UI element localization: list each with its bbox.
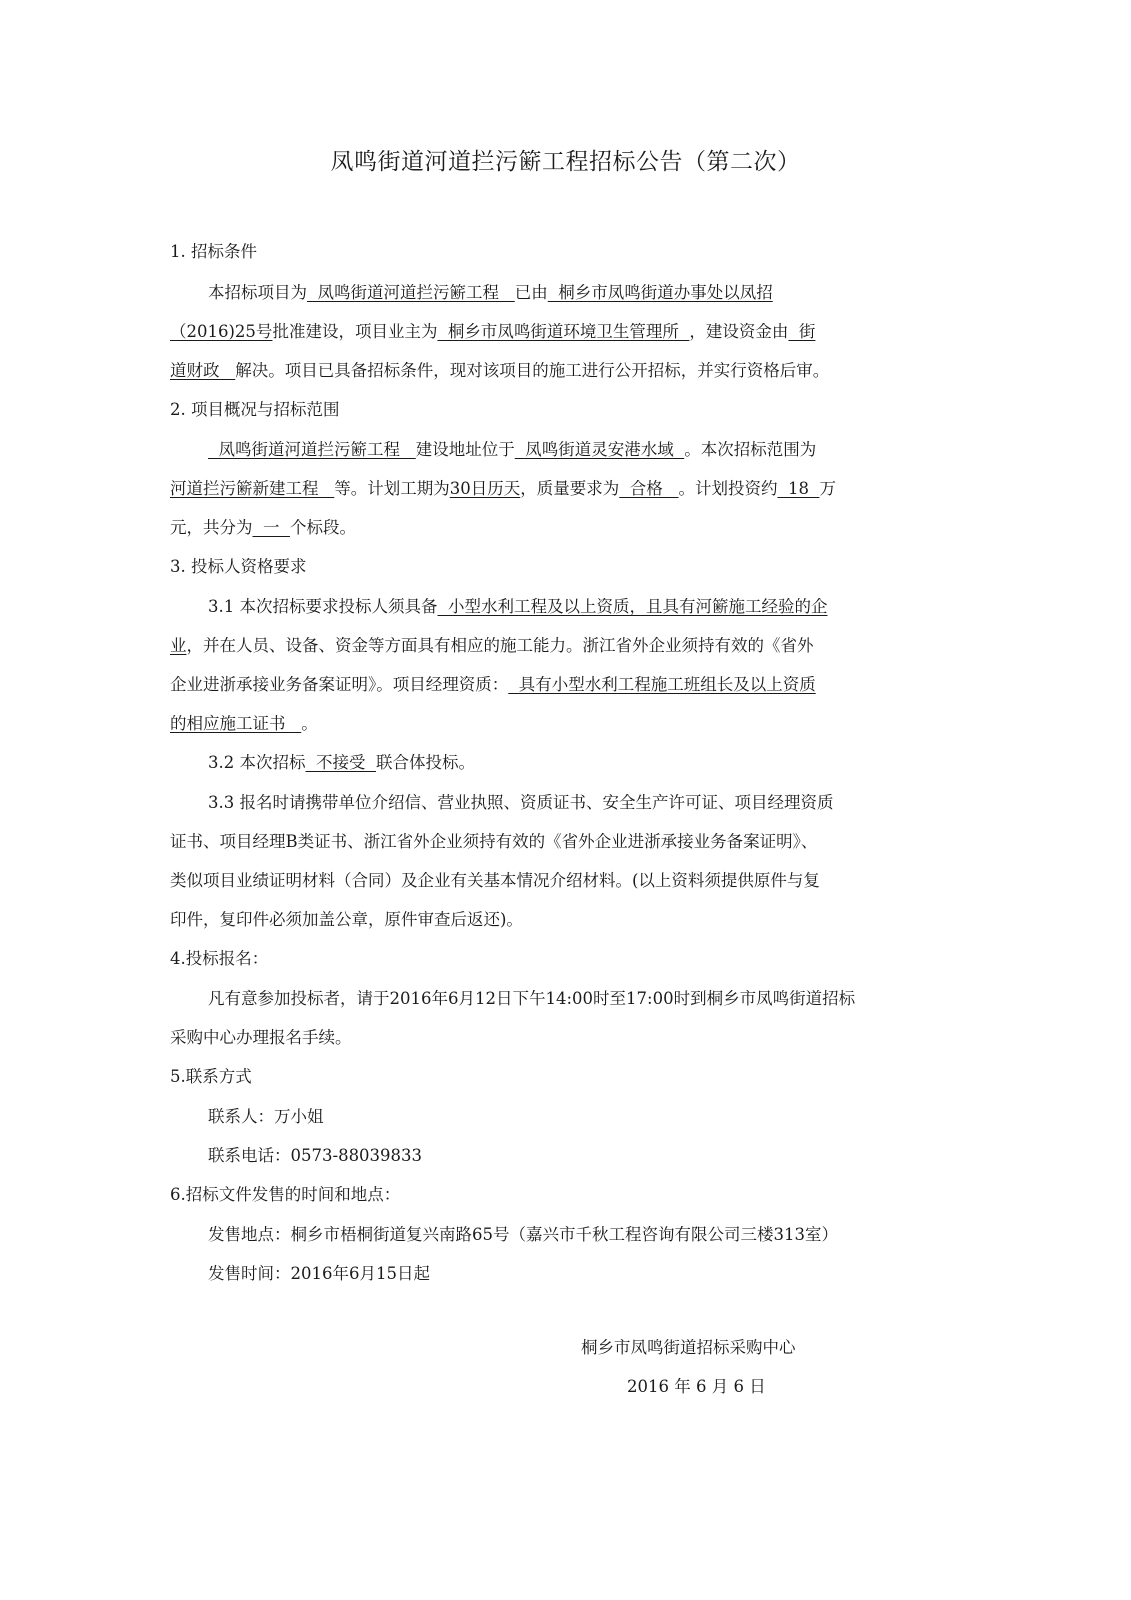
text: 已由 bbox=[514, 283, 548, 302]
text: ，质量要求为 bbox=[520, 479, 620, 498]
approver-field: （2016)25号 bbox=[170, 322, 273, 341]
section-3-1-line-3 bbox=[170, 674, 950, 696]
section-3-3-line-2: 证书、项目经理B类证书、浙江省外企业须持有效的《省外企业进浙承接业务备案证明》、 bbox=[170, 832, 818, 851]
text: 建设地址位于 bbox=[415, 440, 515, 459]
pm-qualification-field: 具有小型水利工程施工班组长及以上资质 bbox=[508, 675, 816, 694]
text: ，并在人员、设备、资金等方面具有相应的施工能力。浙江省外企业须持有效的《省外 bbox=[186, 636, 814, 655]
text: 个标段。 bbox=[289, 518, 356, 537]
contact-phone: 联系电话：0573-88039833 bbox=[208, 1146, 423, 1165]
section-2-line-2 bbox=[170, 478, 950, 500]
document-title: 凤鸣街道河道拦污簖工程招标公告（第二次） bbox=[330, 149, 801, 175]
section-3-1-line-1 bbox=[208, 596, 950, 618]
fund-field: 道财政 bbox=[170, 361, 236, 380]
text: 3.1 本次招标要求投标人须具备 bbox=[208, 597, 438, 616]
text: 。本次招标范围为 bbox=[684, 440, 817, 459]
text: 解决。项目已具备招标条件，现对该项目的施工进行公开招标，并实行资格后审。 bbox=[235, 361, 830, 380]
sale-time: 发售时间：2016年6月15日起 bbox=[208, 1264, 430, 1283]
section-3-heading: 3. 投标人资格要求 bbox=[170, 557, 307, 576]
contact-person: 联系人：万小姐 bbox=[208, 1107, 324, 1126]
section-1-heading: 1. 招标条件 bbox=[170, 242, 257, 261]
text: 批准建设，项目业主为 bbox=[272, 322, 438, 341]
section-4-line-1: 凡有意参加投标者，请于2016年6月12日下午14:00时至17:00时到桐乡市凤鸣街道招标 bbox=[208, 989, 856, 1008]
pm-qualification-field: 的相应施工证书 bbox=[170, 714, 302, 733]
section-4-heading: 4.投标报名： bbox=[170, 949, 269, 968]
text: 本招标项目为 bbox=[208, 283, 307, 302]
text: 企业进浙承接业务备案证明》。项目经理资质： bbox=[170, 675, 509, 694]
approver-field: 桐乡市凤鸣街道办事处以凤招 bbox=[547, 283, 773, 302]
section-1-line-2 bbox=[170, 321, 950, 343]
consortium-field: 不接受 bbox=[305, 753, 376, 772]
text: 等。计划工期为 bbox=[334, 479, 450, 498]
issue-date: 2016 年 6 月 6 日 bbox=[627, 1377, 766, 1396]
lots-field: 一 bbox=[252, 518, 290, 537]
text: 3.2 本次招标 bbox=[208, 753, 306, 772]
fund-field: 街 bbox=[788, 322, 816, 341]
issuer-organization: 桐乡市凤鸣街道招标采购中心 bbox=[581, 1338, 796, 1357]
qualification-field: 小型水利工程及以上资质，且具有河簖施工经验的企 bbox=[437, 597, 828, 616]
text: 联合体投标。 bbox=[375, 753, 475, 772]
text: 。 bbox=[301, 714, 318, 733]
text: ，建设资金由 bbox=[689, 322, 789, 341]
section-2-line-3 bbox=[170, 517, 950, 539]
section-2-line-1 bbox=[208, 439, 950, 461]
owner-field: 桐乡市凤鸣街道环境卫生管理所 bbox=[437, 322, 690, 341]
quality-field: 合格 bbox=[619, 479, 679, 498]
text: 万 bbox=[819, 479, 836, 498]
text: 元，共分为 bbox=[170, 518, 253, 537]
project-name-field: 凤鸣街道河道拦污簖工程 bbox=[208, 440, 416, 459]
section-3-3-line-1: 3.3 报名时请携带单位介绍信、营业执照、资质证书、安全生产许可证、项目经理资质 bbox=[208, 793, 834, 812]
site-field: 凤鸣街道灵安港水域 bbox=[514, 440, 685, 459]
section-3-3-line-3: 类似项目业绩证明材料（合同）及企业有关基本情况介绍材料。(以上资料须提供原件与复 bbox=[170, 871, 820, 890]
sale-place: 发售地点：桐乡市梧桐街道复兴南路65号（嘉兴市千秋工程咨询有限公司三楼313室） bbox=[208, 1225, 838, 1244]
section-3-1-line-2 bbox=[170, 635, 950, 657]
project-name-field: 凤鸣街道河道拦污簖工程 bbox=[307, 283, 515, 302]
section-3-3-line-4: 印件，复印件必须加盖公章，原件审查后返还)。 bbox=[170, 910, 523, 929]
text: 。计划投资约 bbox=[678, 479, 778, 498]
section-6-heading: 6.招标文件发售的时间和地点： bbox=[170, 1185, 401, 1204]
section-1-line-1 bbox=[208, 282, 950, 304]
investment-field: 18 bbox=[777, 479, 820, 498]
section-5-heading: 5.联系方式 bbox=[170, 1067, 252, 1086]
section-2-heading: 2. 项目概况与招标范围 bbox=[170, 400, 340, 419]
qualification-field: 业 bbox=[170, 636, 187, 655]
section-1-line-3 bbox=[170, 360, 950, 382]
scope-field: 河道拦污簖新建工程 bbox=[170, 479, 335, 498]
section-4-line-2: 采购中心办理报名手续。 bbox=[170, 1028, 352, 1047]
section-3-2 bbox=[208, 752, 950, 774]
period-field: 30日历天 bbox=[449, 479, 521, 498]
section-3-1-line-4 bbox=[170, 713, 950, 735]
